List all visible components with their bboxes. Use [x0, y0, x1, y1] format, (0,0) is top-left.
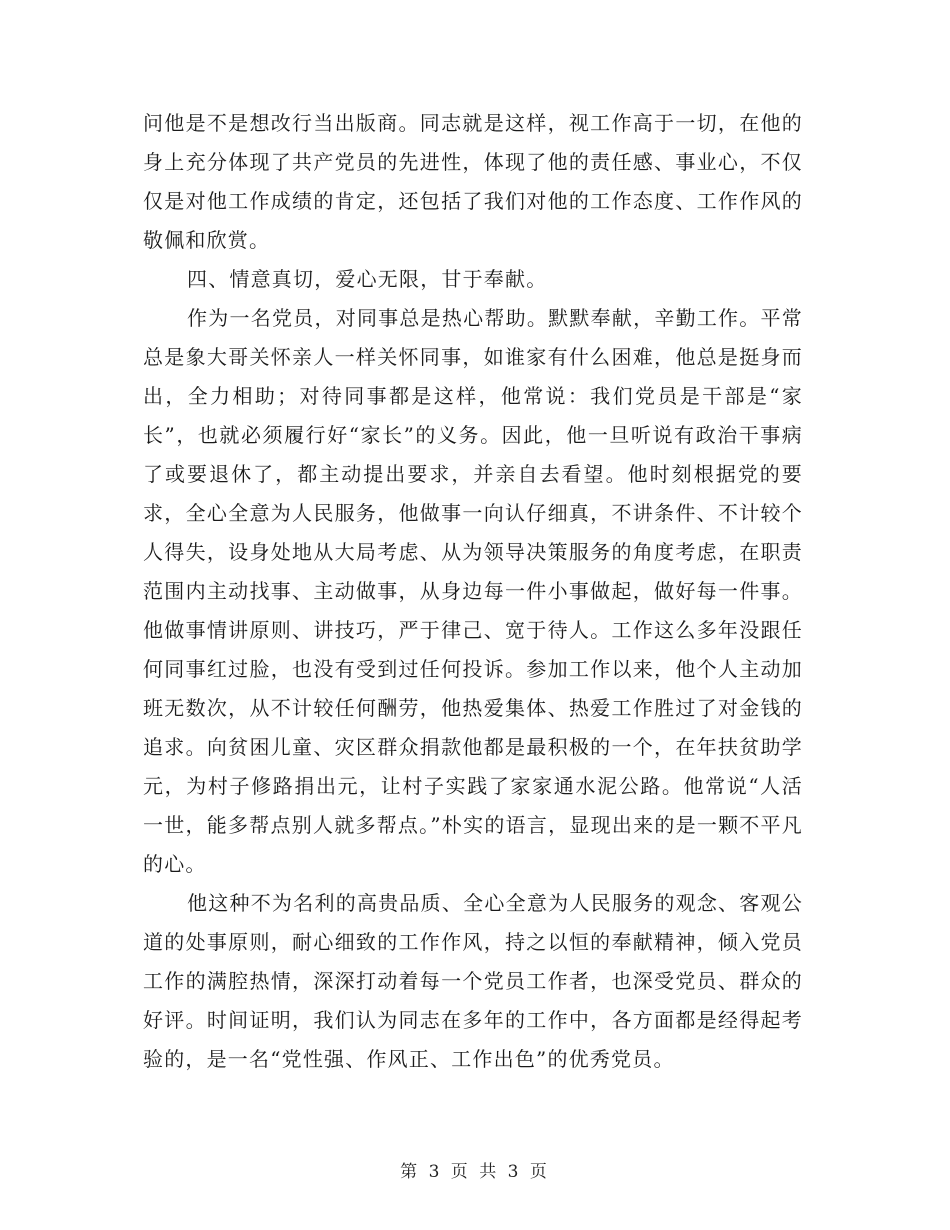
page-number-footer: 第 3 页 共 3 页 [400, 1162, 550, 1182]
paragraph: 他这种不为名利的高贵品质、全心全意为人民服务的观念、客观公道的处事原则，耐心细致的工作作风，持之以恒的奉献精神，倾入党员工作的满腔热情，深深打动着每一个党员工作者，也深受党员、群众的好评。时间证明，我们认为同志在多年的工作中，各方面都是经得起考验的，是一名“党性强、作风正、工作出色”的优秀党员。 [143, 891, 803, 1071]
paragraph: 作为一名党员，对同事总是热心帮助。默默奉献，辛勤工作。平常总是象大哥关怀亲人一样关怀同事，如谁家有什么困难，他总是挺身而出，全力相助；对待同事都是这样，他常说：我们党员是干部是“家长”，也就必须履行好“家长”的义务。因此，他一旦听说有政治干事病了或要退休了，都主动提出要求，并亲自去看望。他时刻根据党的要求，全心全意为人民服务，他做事一向认仔细真，不讲条件、不计较个人得失，设身处地从大局考虑、从为领导决策服务的角度考虑，在职责范围内主动找事、主动做事，从身边每一件小事做起，做好每一件事。他做事情讲原则、讲技巧，严于律己、宽于待人。工作这么多年没跟任何同事红过脸，也没有受到过任何投诉。参加工作以来，他个人主动加班无数次，从不计较任何酬劳，他热爱集体、热爱工作胜过了对金钱的追求。向贫困儿童、灾区群众捐款他都是最积极的一个，在年扶贫助学元，为村子修路捐出元，让村子实践了家家通水泥公路。他常说“人活一世，能多帮点别人就多帮点。”朴实的语言，显现出来的是一颗不平凡的心。 [143, 306, 803, 876]
section-heading: 四、情意真切，爱心无限，甘于奉献。 [187, 267, 548, 291]
document-body [143, 104, 803, 1079]
paragraph-continued: 问他是不是想改行当出版商。同志就是这样，视工作高于一切，在他的身上充分体现了共产党员的先进性，体现了他的责任感、事业心，不仅仅是对他工作成绩的肯定，还包括了我们对他的工作态度、工作作风的敬佩和欣赏。 [143, 111, 803, 252]
